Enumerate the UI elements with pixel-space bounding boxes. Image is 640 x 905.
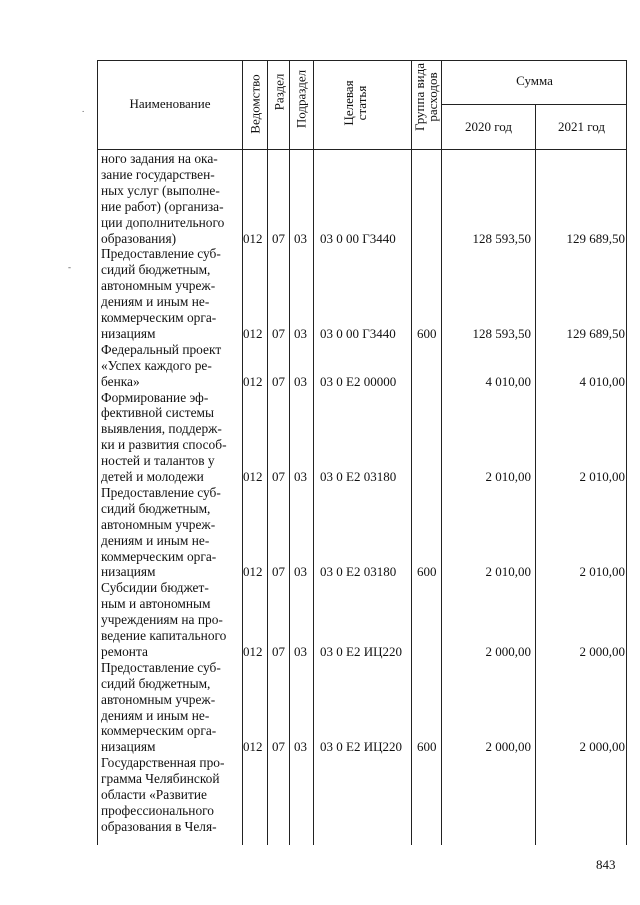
column-rule: [535, 104, 536, 845]
row-name-line: низациям: [101, 325, 156, 341]
row-razdel: 07: [272, 739, 285, 755]
row-razdel: 07: [272, 373, 285, 389]
row-vedomstvo: 012: [243, 643, 263, 659]
row-name-line: ремонта: [101, 643, 148, 659]
row-podrazdel: 03: [294, 469, 307, 484]
row-name-line: области «Развитие: [101, 787, 207, 802]
row-name-line: Государственная про-: [101, 755, 225, 771]
row-name-line: сидий бюджетным,: [101, 262, 211, 278]
header-gruppa-line1: Группа вида: [412, 63, 427, 131]
row-name-line: ных услуг (выполне-: [101, 182, 220, 198]
row-razdel: 07: [272, 564, 285, 580]
row-vedomstvo: 012: [243, 373, 263, 389]
margin-mark: -: [68, 262, 71, 272]
row-name-line: учреждениям на про-: [101, 612, 223, 628]
row-sum-2021: 129 689,50: [566, 230, 625, 246]
row-vedomstvo: 012: [243, 230, 263, 246]
row-celevaya-statya: 03 0 Е2 03180: [320, 564, 397, 580]
row-name-line: низациям: [101, 564, 156, 580]
row-name-line: ностей и талантов у: [101, 453, 215, 469]
row-sum-2021: 4 010,00: [579, 373, 625, 389]
row-name-line: дениям и иным не-: [101, 294, 210, 310]
row-sum-2021: 2 000,00: [579, 739, 625, 755]
row-podrazdel: 03: [294, 373, 307, 389]
header-rule: [441, 104, 627, 105]
row-name-line: ного задания на ока-: [101, 151, 218, 166]
column-rule: [242, 60, 243, 845]
column-rule: [289, 60, 290, 845]
row-sum-2020: 4 010,00: [485, 373, 531, 389]
row-vedomstvo: 012: [243, 325, 263, 341]
row-sum-2021: 2 000,00: [579, 643, 625, 659]
header-gruppa-line2: расходов: [425, 72, 440, 122]
row-name-line: автономным учреж-: [101, 278, 216, 294]
row-sum-2021: 129 689,50: [566, 325, 625, 341]
row-podrazdel: 03: [294, 325, 307, 341]
row-podrazdel: 03: [294, 564, 307, 580]
row-name-line: Предоставление суб-: [101, 246, 221, 262]
row-name-line: Федеральный проект: [101, 341, 222, 357]
row-celevaya-statya: 03 0 Е2 03180: [320, 469, 397, 484]
header-name: Наименование: [129, 96, 211, 111]
header-summa: Сумма: [516, 73, 553, 88]
row-celevaya-statya: 03 0 00 Г3440: [320, 230, 396, 246]
row-name: [101, 246, 240, 341]
row-name-line: образования в Челя-: [101, 818, 217, 834]
row-podrazdel: 03: [294, 230, 307, 246]
row-name-line: ние работ) (организа-: [101, 198, 224, 214]
row-name: [101, 151, 240, 246]
header-year-2021: 2021 год: [558, 119, 605, 134]
row-name-line: ки и развития способ-: [101, 437, 227, 453]
row-name: [101, 580, 240, 660]
row-sum-2020: 128 593,50: [472, 230, 531, 246]
row-name: [101, 660, 240, 755]
column-rule: [313, 60, 314, 845]
column-rule: [267, 60, 268, 845]
row-name-line: «Успех каждого ре-: [101, 357, 212, 373]
row-name-line: Формирование эф-: [101, 389, 209, 405]
row-name-line: низациям: [101, 739, 156, 755]
row-name-line: бенка»: [101, 373, 140, 389]
row-name: [101, 390, 240, 485]
row-sum-2020: 2 000,00: [485, 739, 531, 755]
header-celevaya-line2: статья: [354, 85, 369, 121]
header-podrazdel: Подраздел: [293, 69, 309, 129]
row-gruppa: 600: [417, 739, 437, 755]
row-name-line: детей и молодежи: [101, 469, 204, 485]
row-sum-2021: 2 010,00: [579, 469, 625, 484]
row-razdel: 07: [272, 469, 285, 484]
header-bottom-rule: [97, 149, 627, 150]
row-razdel: 07: [272, 325, 285, 341]
header-year-2020: 2020 год: [465, 119, 512, 134]
row-celevaya-statya: 03 0 Е2 ИЦ220: [320, 739, 402, 755]
row-name-line: фективной системы: [101, 405, 214, 421]
row-name: [101, 485, 240, 580]
row-name-line: Предоставление суб-: [101, 659, 221, 675]
row-sum-2021: 2 010,00: [579, 564, 625, 580]
header-gruppa: [413, 63, 439, 131]
row-sum-2020: 2 010,00: [485, 564, 531, 580]
header-vedomstvo: Ведомство: [247, 74, 263, 134]
row-name-line: коммерческим орга-: [101, 310, 217, 326]
column-rule: [411, 60, 412, 845]
row-name-line: автономным учреж-: [101, 691, 216, 707]
row-name-line: ции дополнительного: [101, 214, 225, 230]
row-name-line: зание государствен-: [101, 166, 215, 182]
row-name-line: ным и автономным: [101, 596, 211, 612]
row-name-line: профессионального: [101, 802, 214, 818]
header-celevaya: [342, 80, 368, 125]
row-celevaya-statya: 03 0 00 Г3440: [320, 325, 396, 341]
row-name-line: коммерческим орга-: [101, 548, 217, 564]
row-name-line: дениям и иным не-: [101, 707, 210, 723]
row-name-line: Субсидии бюджет-: [101, 580, 209, 596]
column-rule: [441, 60, 442, 845]
row-sum-2020: 2 000,00: [485, 643, 531, 659]
header-celevaya-line1: Целевая: [341, 80, 356, 126]
row-podrazdel: 03: [294, 643, 307, 659]
row-sum-2020: 2 010,00: [485, 469, 531, 484]
row-vedomstvo: 012: [243, 739, 263, 755]
row-gruppa: 600: [417, 325, 437, 341]
row-name: [101, 342, 240, 390]
header-razdel: Раздел: [271, 73, 287, 111]
row-name-line: выявления, поддерж-: [101, 421, 222, 437]
row-name-line: Предоставление суб-: [101, 484, 221, 500]
row-vedomstvo: 012: [243, 469, 263, 484]
row-name-line: грамма Челябинской: [101, 771, 220, 787]
margin-mark: .: [82, 104, 85, 114]
row-gruppa: 600: [417, 564, 437, 580]
row-vedomstvo: 012: [243, 564, 263, 580]
row-sum-2020: 128 593,50: [472, 325, 531, 341]
row-razdel: 07: [272, 643, 285, 659]
row-celevaya-statya: 03 0 Е2 00000: [320, 373, 397, 389]
row-name-line: автономным учреж-: [101, 516, 216, 532]
row-podrazdel: 03: [294, 739, 307, 755]
page-number: 843: [596, 857, 616, 872]
row-celevaya-statya: 03 0 Е2 ИЦ220: [320, 643, 402, 659]
row-name-line: образования): [101, 230, 177, 246]
row-name: [101, 755, 240, 835]
row-name-line: дениям и иным не-: [101, 532, 210, 548]
row-razdel: 07: [272, 230, 285, 246]
row-name-line: сидий бюджетным,: [101, 500, 211, 516]
row-name-line: сидий бюджетным,: [101, 675, 211, 691]
row-name-line: коммерческим орга-: [101, 723, 217, 739]
row-name-line: ведение капитального: [101, 628, 227, 644]
